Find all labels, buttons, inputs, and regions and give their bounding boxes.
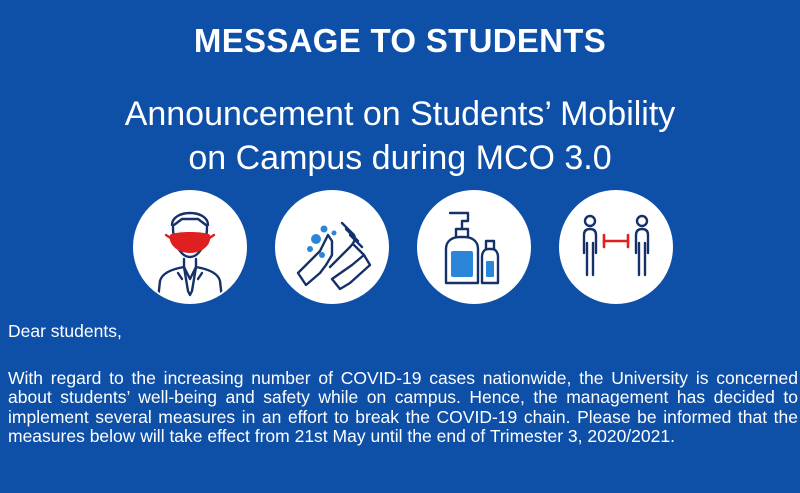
face-mask-person-icon <box>138 195 242 299</box>
announcement-body <box>8 322 798 447</box>
social-distancing-icon <box>564 195 668 299</box>
greeting-text: Dear students, <box>8 321 122 341</box>
hand-washing-icon <box>280 195 384 299</box>
hand-washing-icon-circle <box>275 190 389 304</box>
sanitizer-icon-circle <box>417 190 531 304</box>
subtitle-line-1: Announcement on Students’ Mobility <box>124 95 676 133</box>
distancing-icon-circle <box>559 190 673 304</box>
header-title: MESSAGE TO STUDENTS <box>193 22 607 59</box>
announcement-subtitle <box>0 92 800 180</box>
announcement-paragraph: With regard to the increasing number of COVID-19 cases nationwide, the University is concerned about students’ well-being and safety while on campus. Hence, the management has decided to implement several measures in an effort to break the COVID-19 chain. Please be informed that the measures below will take effect from 21st May until the end of Trimester 3, 2020/2021. <box>8 367 798 446</box>
safety-icons-row <box>0 190 800 308</box>
hand-sanitizer-icon <box>422 195 526 299</box>
face-mask-icon-circle <box>133 190 247 304</box>
subtitle-line-2: on Campus during MCO 3.0 <box>188 139 612 177</box>
